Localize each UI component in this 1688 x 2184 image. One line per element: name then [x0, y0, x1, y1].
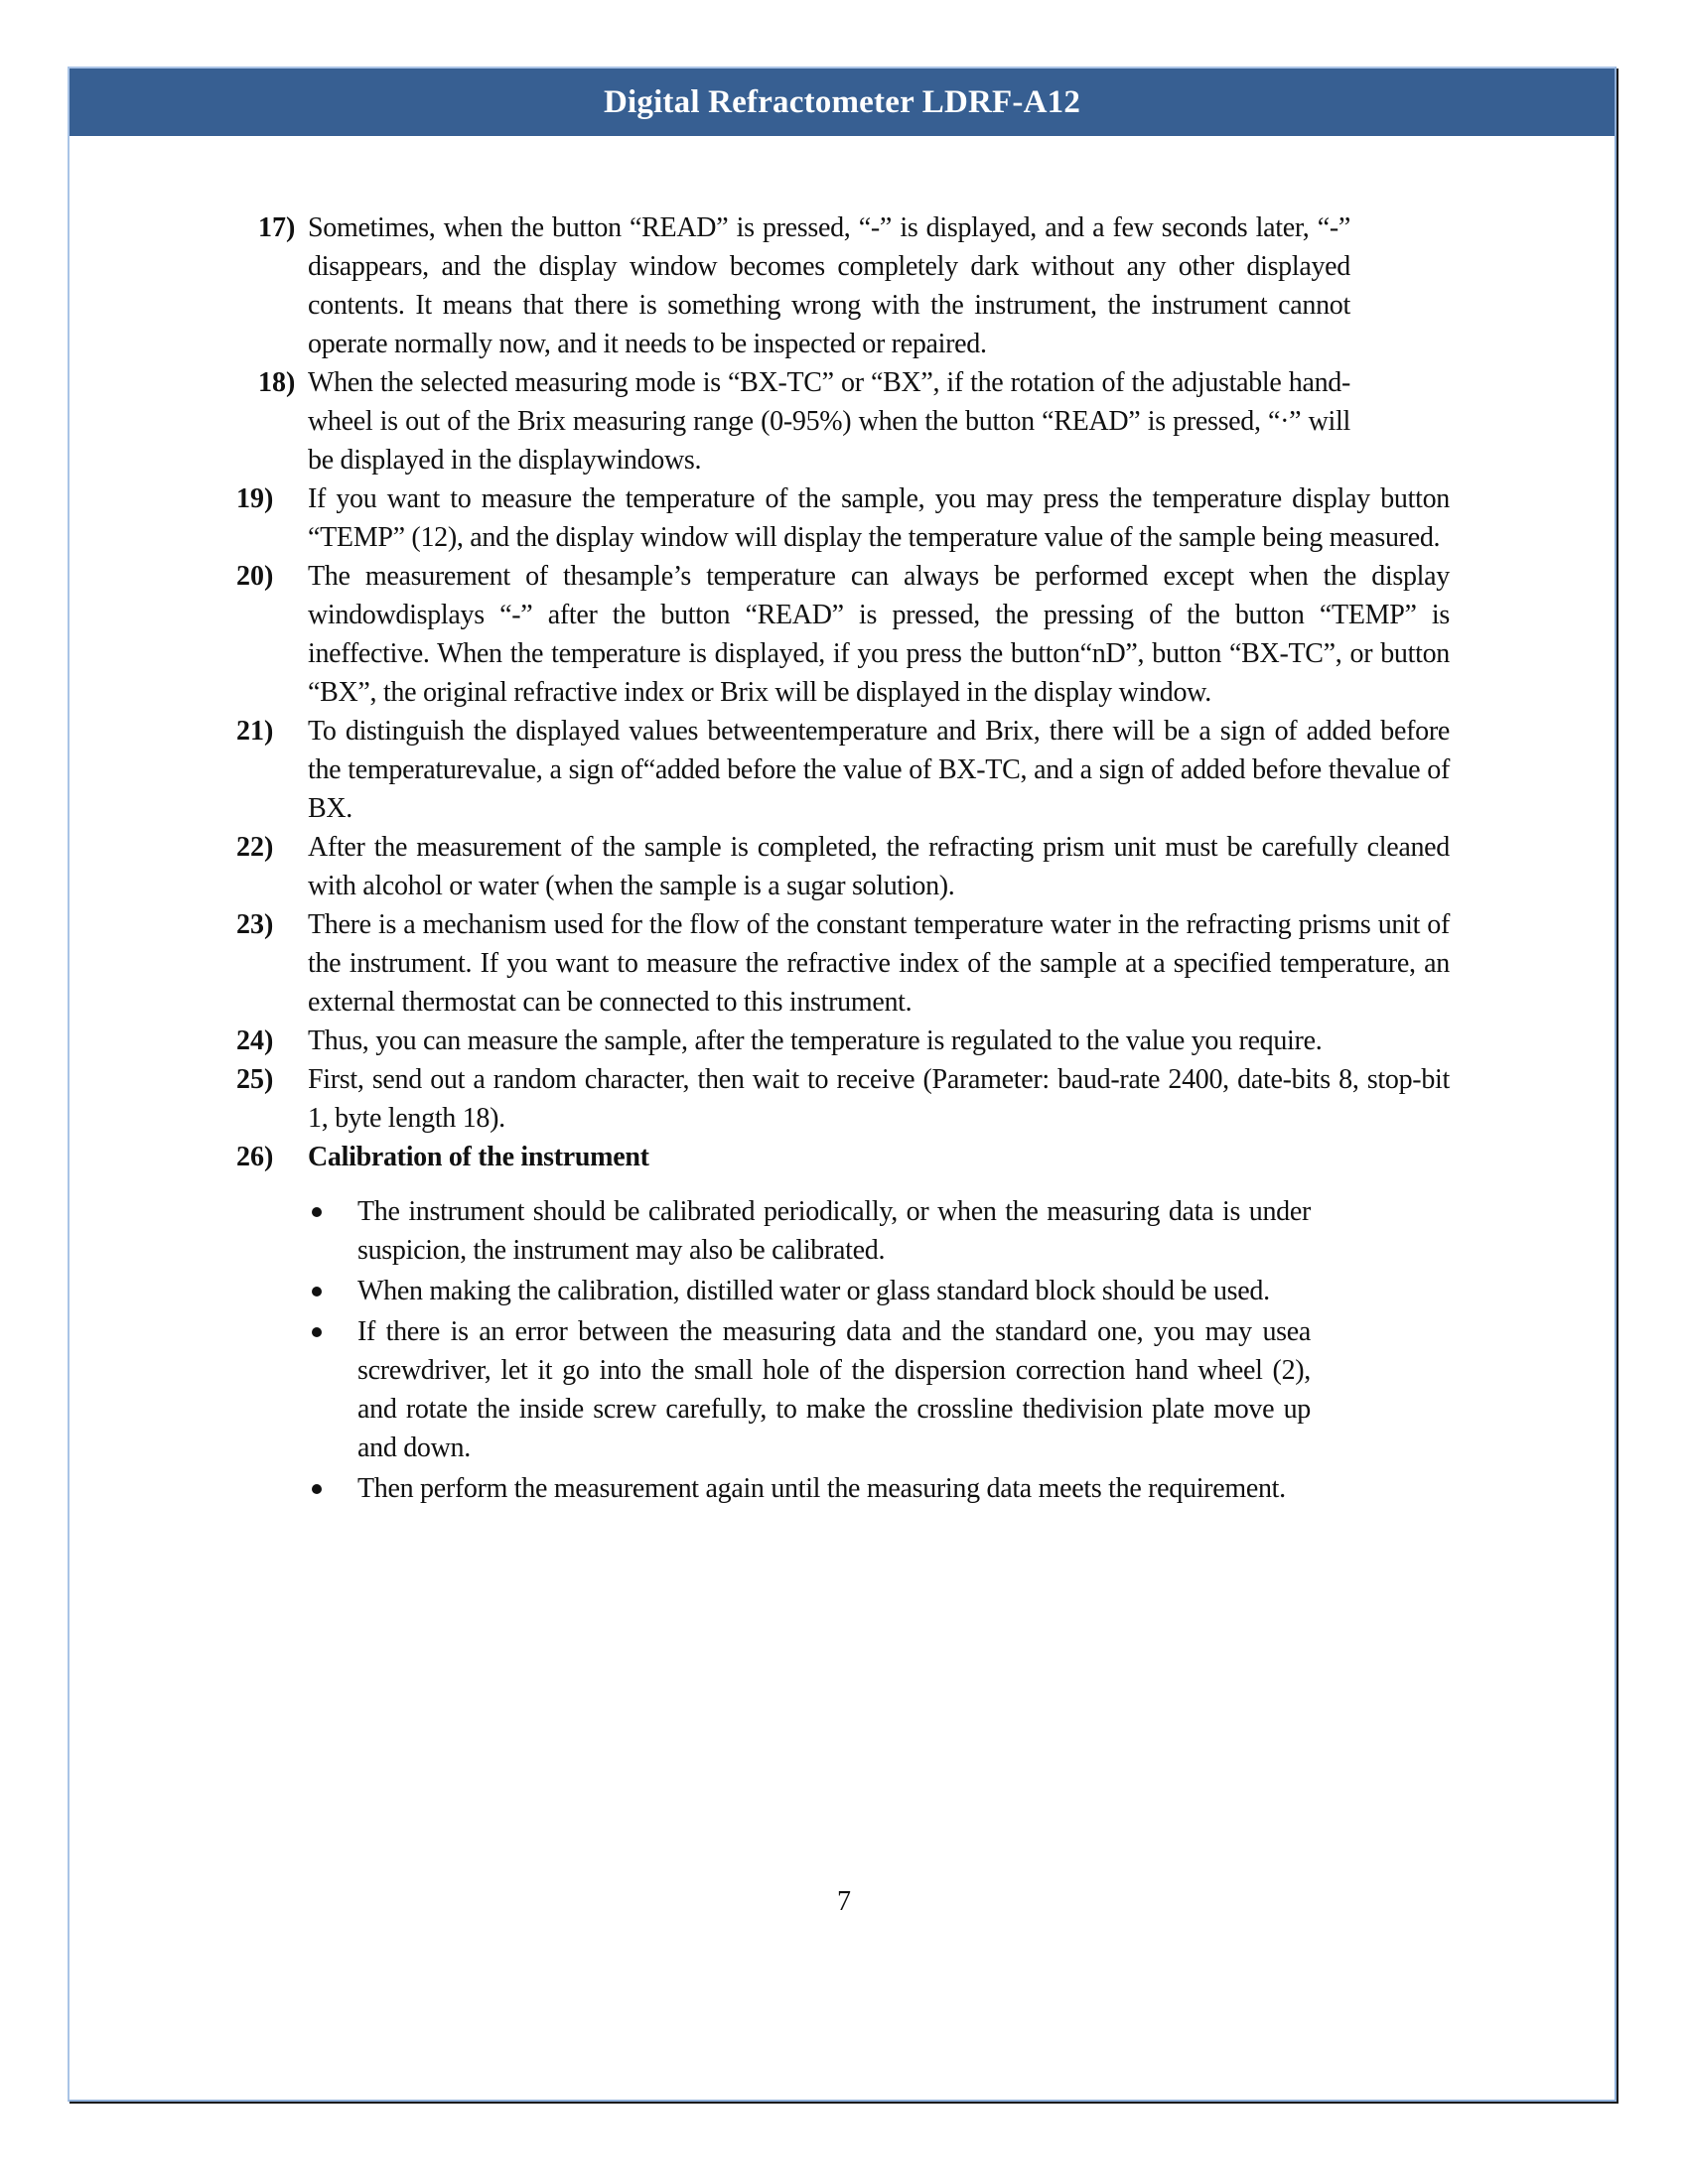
list-item-20 — [236, 557, 1450, 712]
bullet-icon — [312, 1327, 322, 1337]
bullet-icon — [312, 1484, 322, 1494]
list-item-18 — [236, 363, 1450, 479]
header-band — [70, 68, 1615, 136]
list-item-24 — [236, 1022, 1450, 1060]
item-text: If you want to measure the temperature of the sample, you may press the temperature display button “TEMP” (12), and the display window will display the temperature value of the sample being measured. — [308, 483, 1450, 553]
calibration-bullets — [308, 1192, 1450, 1508]
item-text: When the selected measuring mode is “BX-TC” or “BX”, if the rotation of the adjustable hand- wheel is out of the Brix measuring range (0-95%) when the button “READ” is pressed, “·” will be displayed in the displaywindows. — [308, 367, 1350, 476]
item-text: The measurement of thesample’s temperature can always be performed except when the display windowdisplays “-” after the button “READ” is pressed, the pressing of the button “TEMP” is ineffective. When the temperature is displayed, if you press the button“nD”, button “BX-TC”, or button “BX”, the original refractive index or Brix will be displayed in the display window. — [308, 561, 1450, 708]
list-item-23 — [236, 905, 1450, 1022]
list-item-21 — [236, 712, 1450, 828]
item-number: 21) — [236, 716, 274, 747]
item-number: 26) — [236, 1142, 274, 1172]
page-number: 7 — [837, 1886, 851, 1917]
bullet-item — [308, 1469, 1311, 1508]
document-title: Digital Refractometer LDRF-A12 — [603, 83, 1081, 120]
item-text: Thus, you can measure the sample, after the temperature is regulated to the value you require. — [308, 1025, 1323, 1056]
bullet-text: The instrument should be calibrated periodically, or when the measuring data is under suspicion, the instrument may also be calibrated. — [357, 1196, 1311, 1266]
item-text: Sometimes, when the button “READ” is pressed, “-” is displayed, and a few seconds later, “-” disappears, and the display window becomes completely dark without any other displayed contents. It means that there is something wrong with the instrument, the instrument cannot operate normally now, and it needs to be inspected or repaired. — [308, 212, 1350, 359]
list-item-17 — [236, 208, 1450, 363]
page-content — [0, 208, 1688, 1524]
item-number: 18) — [258, 367, 296, 398]
bullet-item — [308, 1192, 1311, 1270]
list-item-22 — [236, 828, 1450, 905]
bullet-item — [308, 1272, 1311, 1310]
bullet-item — [308, 1312, 1311, 1467]
item-text: First, send out a random character, then wait to receive (Parameter: baud-rate 2400, date-bits 8, stop-bit 1, byte length 18). — [308, 1064, 1450, 1134]
list-item-26 — [236, 1138, 1450, 1508]
section-heading: Calibration of the instrument — [308, 1142, 649, 1172]
bullet-text: When making the calibration, distilled water or glass standard block should be used. — [357, 1276, 1270, 1306]
item-number: 22) — [236, 832, 274, 863]
item-text: After the measurement of the sample is completed, the refracting prism unit must be carefully cleaned with alcohol or water (when the sample is a sugar solution). — [308, 832, 1450, 901]
bullet-icon — [312, 1207, 322, 1217]
list-item-25 — [236, 1060, 1450, 1138]
list-item-19 — [236, 479, 1450, 557]
item-number: 20) — [236, 561, 274, 592]
bullet-icon — [312, 1287, 322, 1297]
item-text: To distinguish the displayed values betweentemperature and Brix, there will be a sign of added before the temperaturevalue, a sign of“added before the value of BX-TC, and a sign of added before thevalue of BX. — [308, 716, 1450, 824]
item-number: 19) — [236, 483, 274, 514]
item-number: 24) — [236, 1025, 274, 1056]
item-number: 25) — [236, 1064, 274, 1095]
bullet-text: If there is an error between the measuring data and the standard one, you may usea screwdriver, let it go into the small hole of the dispersion correction hand wheel (2), and rotate the inside screw carefully, to make the crossline thedivision plate move up and down. — [357, 1316, 1311, 1463]
item-number: 23) — [236, 909, 274, 940]
item-number: 17) — [258, 212, 296, 243]
bullet-text: Then perform the measurement again until the measuring data meets the requirement. — [357, 1473, 1286, 1504]
item-text: There is a mechanism used for the flow of the constant temperature water in the refracting prisms unit of the instrument. If you want to measure the refractive index of the sample at a specified temperature, an external thermostat can be connected to this instrument. — [308, 909, 1450, 1018]
